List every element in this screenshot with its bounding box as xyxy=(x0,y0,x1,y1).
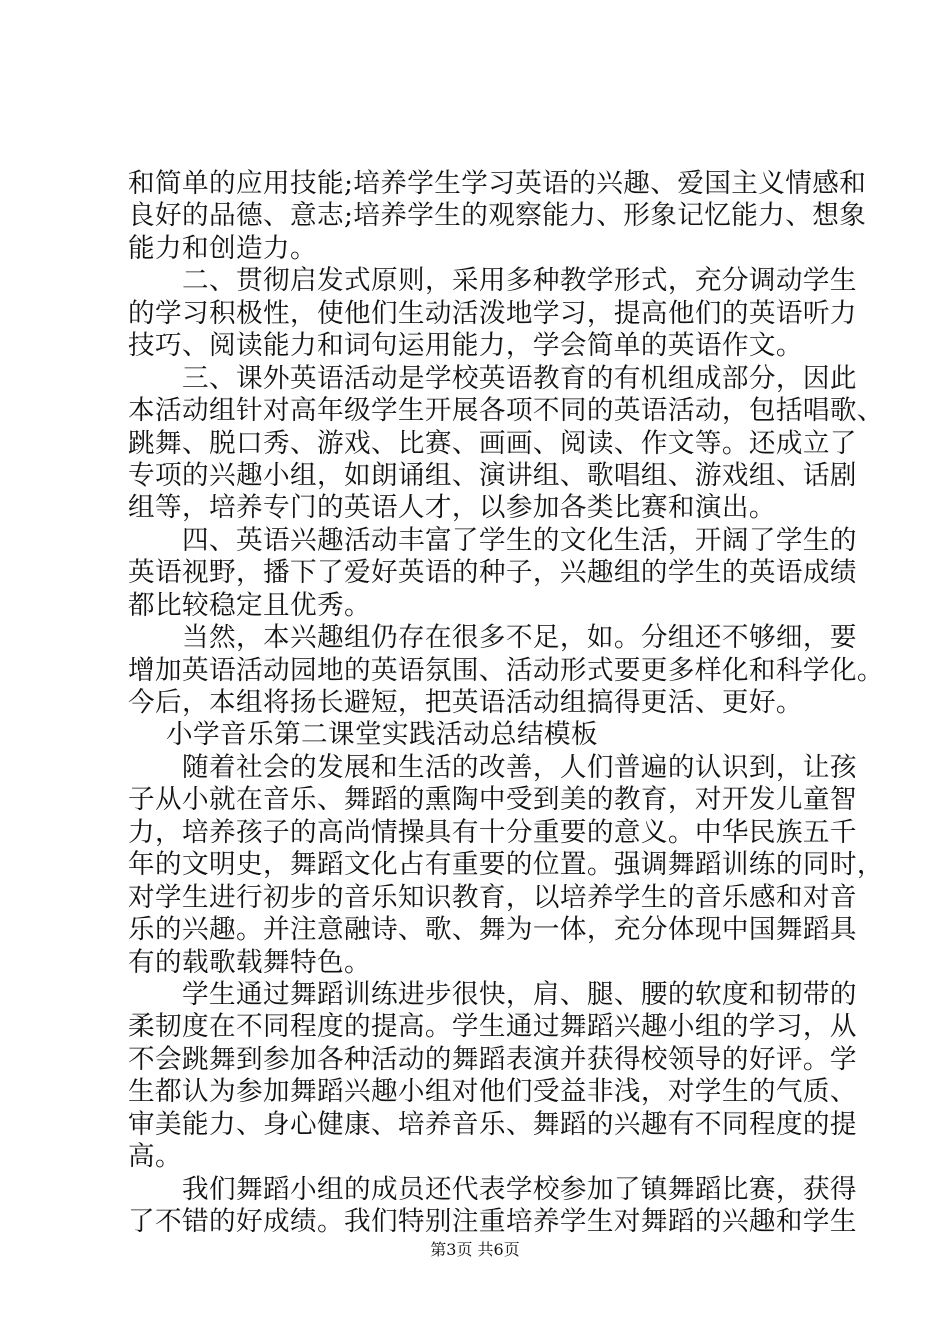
text-line: 乐的兴趣。并注意融诗、歌、舞为一体，充分体现中国舞蹈具 xyxy=(128,914,857,946)
text-line: 今后，本组将扬长避短，把英语活动组搞得更活、更好。 xyxy=(128,687,803,718)
text-line: 专项的兴趣小组，如朗诵组、演讲组、歌唱组、游戏组、话剧 xyxy=(128,459,857,491)
text-line: 技巧、阅读能力和词句运用能力，学会简单的英语作文。 xyxy=(128,330,803,362)
text-line: 的学习积极性，使他们生动活泼地学习，提高他们的英语听力 xyxy=(128,297,857,329)
text-line: 增加英语活动园地的英语氛围、活动形式要更多样化和科学化。 xyxy=(128,654,884,686)
document-body xyxy=(128,168,884,1238)
text-line: 力，培养孩子的高尚情操具有十分重要的意义。中华民族五千 xyxy=(128,816,857,848)
text-line: 三、课外英语活动是学校英语教育的有机组成部分，因此 xyxy=(182,362,857,394)
text-line: 有的载歌载舞特色。 xyxy=(128,946,371,978)
text-line: 跳舞、脱口秀、游戏、比赛、画画、阅读、作文等。还成立了 xyxy=(128,427,857,459)
text-line: 柔韧度在不同程度的提高。学生通过舞蹈兴趣小组的学习，从 xyxy=(128,1011,857,1043)
text-line: 生都认为参加舞蹈兴趣小组对他们受益非浅，对学生的气质、 xyxy=(128,1076,857,1108)
text-line: 随着社会的发展和生活的改善，人们普遍的认识到，让孩 xyxy=(182,751,857,783)
text-line: 良好的品德、意志;培养学生的观察能力、形象记忆能力、想象 xyxy=(128,200,867,232)
text-line: 学生通过舞蹈训练进步很快，肩、腿、腰的软度和韧带的 xyxy=(182,978,857,1010)
text-line: 审美能力、身心健康、培养音乐、舞蹈的兴趣有不同程度的提 xyxy=(128,1108,857,1140)
text-line: 不会跳舞到参加各种活动的舞蹈表演并获得校领导的好评。学 xyxy=(128,1043,857,1075)
text-line: 都比较稳定且优秀。 xyxy=(128,589,371,621)
text-line: 和简单的应用技能;培养学生学习英语的兴趣、爱国主义情感和 xyxy=(128,168,867,199)
text-line: 高。 xyxy=(128,1141,182,1173)
text-line: 了不错的好成绩。我们特别注重培养学生对舞蹈的兴趣和学生 xyxy=(128,1206,857,1237)
text-line: 能力和创造力。 xyxy=(128,232,317,264)
text-line: 本活动组针对高年级学生开展各项不同的英语活动，包括唱歌、 xyxy=(128,395,884,427)
text-line: 英语视野，播下了爱好英语的种子，兴趣组的学生的英语成绩 xyxy=(128,557,857,589)
text-line: 当然，本兴趣组仍存在很多不足，如。分组还不够细，要 xyxy=(182,622,857,654)
section-heading: 小学音乐第二课堂实践活动总结模板 xyxy=(166,719,598,751)
text-line: 组等，培养专门的英语人才，以参加各类比赛和演出。 xyxy=(128,492,776,524)
text-line: 我们舞蹈小组的成员还代表学校参加了镇舞蹈比赛，获得 xyxy=(182,1173,857,1205)
page-number: 第3页 共6页 xyxy=(430,1240,520,1259)
text-line: 子从小就在音乐、舞蹈的熏陶中受到美的教育，对开发儿童智 xyxy=(128,784,857,816)
text-line: 年的文明史，舞蹈文化占有重要的位置。强调舞蹈训练的同时， xyxy=(128,849,884,881)
text-line: 四、英语兴趣活动丰富了学生的文化生活，开阔了学生的 xyxy=(182,524,857,556)
text-line: 对学生进行初步的音乐知识教育，以培养学生的音乐感和对音 xyxy=(128,881,857,913)
text-line: 二、贯彻启发式原则，采用多种教学形式，充分调动学生 xyxy=(182,265,857,297)
